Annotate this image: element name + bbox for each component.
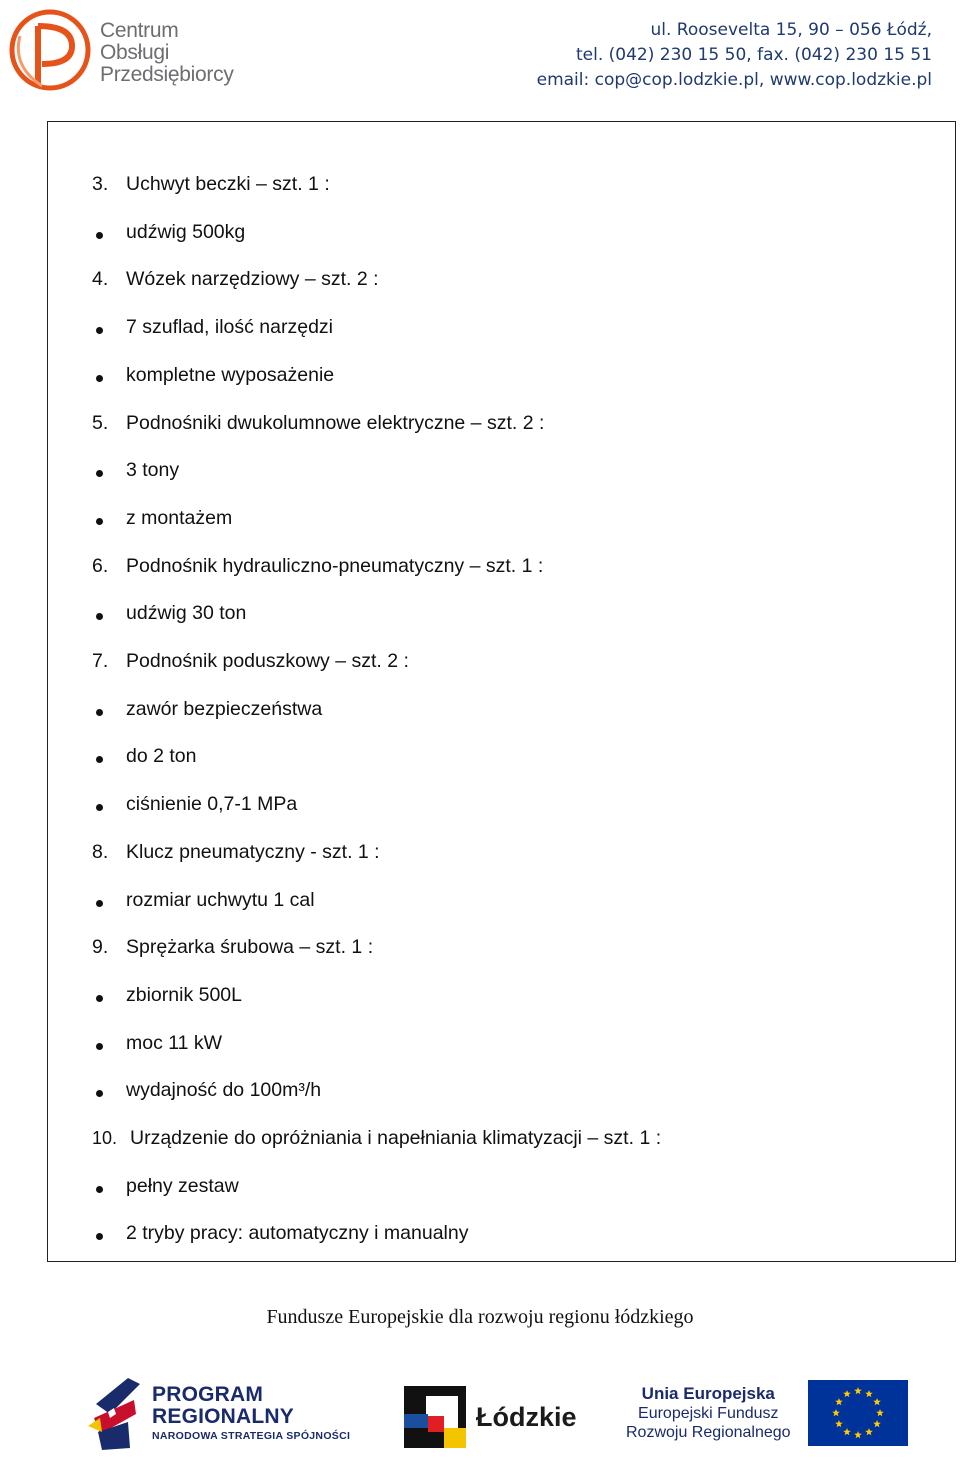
contact-email: email: cop@cop.lodzkie.pl, www.cop.lodzkie.pl [536, 70, 932, 90]
list-heading [92, 264, 379, 294]
list-heading [92, 1123, 661, 1153]
item-number: 10. [92, 1128, 118, 1148]
item-number: 6. [92, 554, 109, 577]
list-item [92, 789, 297, 819]
item-text: 7 szuflad, ilość narzędzi [126, 316, 334, 339]
logo-line-3: Przedsiębiorcy [100, 63, 234, 86]
contact-address: ul. Roosevelta 15, 90 – 056 Łódź, [650, 20, 932, 40]
list-item [92, 1028, 222, 1058]
cop-logo [8, 6, 238, 98]
lodzkie-icon [404, 1386, 466, 1448]
item-text: moc 11 kW [126, 1031, 223, 1054]
program-line-2: REGIONALNY [152, 1405, 295, 1428]
eu-line-1: Unia Europejska [641, 1384, 775, 1403]
cop-logo-mark [8, 6, 98, 96]
item-number: 4. [92, 268, 109, 291]
list-heading [92, 551, 543, 581]
program-regionalny-text [152, 1384, 350, 1444]
item-number: 7. [92, 650, 109, 672]
item-number: 3. [92, 173, 109, 195]
list-item [92, 360, 334, 390]
item-text: Uchwyt beczki – szt. 1 : [126, 173, 330, 195]
eu-flag-icon [808, 1380, 908, 1446]
item-text: Klucz pneumatyczny - szt. 1 : [126, 840, 380, 863]
item-number: 5. [92, 411, 109, 434]
list-item [92, 1171, 239, 1201]
item-text: rozmiar uchwytu 1 cal [126, 888, 315, 911]
footer-title: Fundusze Europejskie dla rozwoju regionu łódzkiego [266, 1306, 694, 1328]
list-heading [92, 646, 409, 676]
item-text: do 2 ton [126, 745, 197, 768]
item-text: Urządzenie do opróżniania i napełniania klimatyzacji – szt. 1 : [130, 1127, 662, 1149]
item-text: Wózek narzędziowy – szt. 2 : [126, 268, 379, 291]
item-text: ciśnienie 0,7-1 MPa [126, 793, 298, 816]
item-text: wydajność do 100m³/h [126, 1079, 322, 1102]
list-item [92, 741, 196, 771]
item-text: Podnośnik poduszkowy – szt. 2 : [126, 650, 409, 672]
content-frame [47, 121, 956, 1262]
contact-phone: tel. (042) 230 15 50, fax. (042) 230 15 51 [575, 45, 932, 65]
item-text: udźwig 500kg [126, 220, 246, 243]
lodzkie-text: Łódzkie [476, 1402, 577, 1432]
cop-logo-text [100, 20, 234, 86]
item-number: 8. [92, 840, 109, 863]
item-text: zawór bezpieczeństwa [126, 697, 323, 720]
item-text: 2 tryby pracy: automatyczny i manualny [126, 1222, 469, 1245]
program-line-3: NARODOWA STRATEGIA SPÓJNOŚCI [152, 1430, 351, 1442]
item-text: udźwig 30 ton [126, 602, 247, 625]
list-item [92, 312, 333, 342]
eu-line-2: Europejski Fundusz [638, 1405, 779, 1422]
item-text: Podnośniki dwukolumnowe elektryczne – szt. 2 : [126, 411, 545, 434]
list-heading [92, 837, 380, 867]
item-text: zbiornik 500L [126, 983, 242, 1006]
list-item [92, 217, 245, 247]
item-text: Sprężarka śrubowa – szt. 1 : [126, 936, 374, 959]
footer-logos [0, 1372, 960, 1452]
list-item [92, 885, 315, 915]
logo-line-1: Centrum [100, 19, 179, 42]
item-text: Podnośnik hydrauliczno-pneumatyczny – szt. 1 : [126, 554, 544, 577]
list-heading [92, 932, 373, 962]
list-item [92, 503, 232, 533]
item-text: kompletne wyposażenie [126, 363, 335, 386]
list-item [92, 598, 246, 628]
item-number: 9. [92, 936, 109, 959]
list-heading [92, 408, 544, 438]
item-text: z montażem [126, 506, 233, 529]
item-text: pełny zestaw [126, 1174, 239, 1197]
list-item [92, 1218, 468, 1248]
logo-line-2: Obsługi [100, 41, 170, 64]
eu-text [626, 1384, 791, 1442]
list-item [92, 455, 179, 485]
contact-block [537, 18, 932, 93]
item-text: 3 tony [126, 459, 180, 482]
eu-line-3: Rozwoju Regionalnego [626, 1424, 791, 1441]
program-regionalny-icon [88, 1374, 148, 1452]
program-line-1: PROGRAM [152, 1383, 264, 1406]
list-item [92, 694, 322, 724]
list-heading [92, 169, 330, 199]
list-item [92, 1075, 321, 1105]
list-item [92, 980, 242, 1010]
